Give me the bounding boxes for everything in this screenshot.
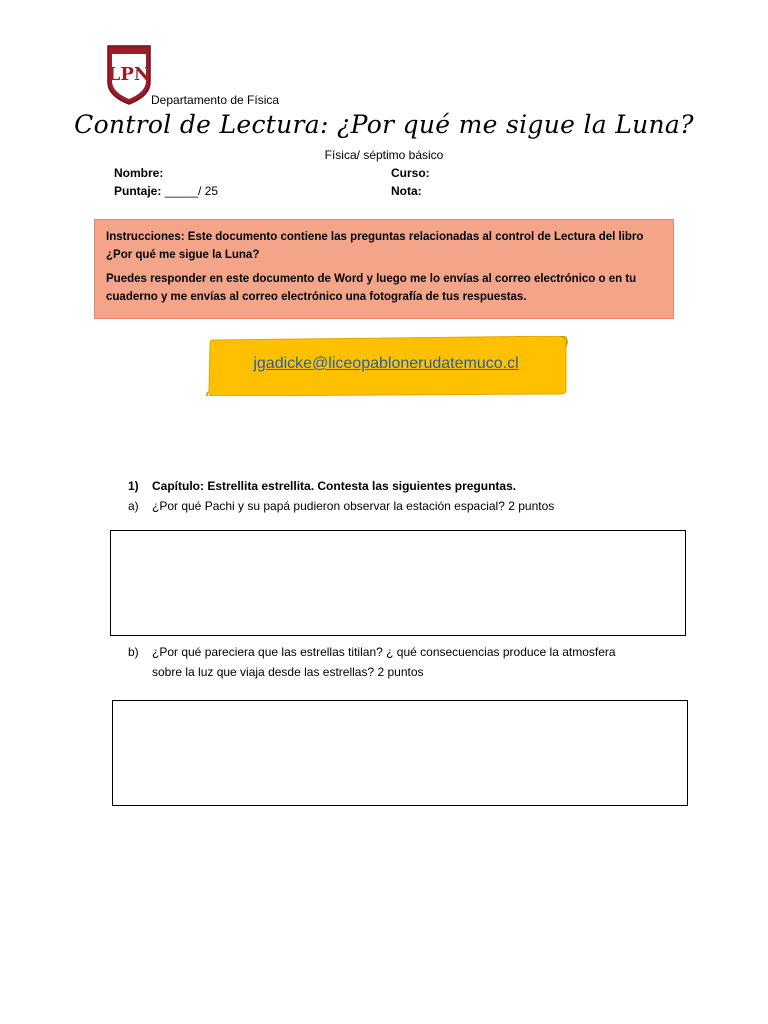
subject-line: Física/ séptimo básico [324,148,444,162]
curso-label: Curso: [391,166,430,180]
section-1-heading [128,476,516,496]
instructions-box [94,219,674,319]
question-b-text-line2: sobre la luz que viaja desde las estrellas? 2 puntos [152,665,424,679]
puntaje-label: Puntaje: [114,184,162,198]
instructions-paragraph-2: Puedes responder en este documento de Word y luego me lo envías al correo electrónico o en tu cuaderno y me envías al correo electrónico una fotografía de tus respuestas. [106,273,637,303]
nota-label: Nota: [391,184,422,198]
puntaje-value: _____/ 25 [164,184,219,198]
department-name: Departamento de Física [151,93,280,107]
question-a [128,496,554,516]
email-link[interactable]: jgadicke@liceopablonerudatemuco.cl [253,355,519,372]
answer-box-a[interactable] [110,530,686,636]
instructions-paragraph-1: Instrucciones: Este documento contiene las preguntas relacionadas al control de Lectura del libro ¿Por qué me sigue la Luna? [106,231,644,261]
question-b [128,642,616,682]
section-text: Capítulo: Estrellita estrellita. Contesta las siguientes preguntas. [152,479,517,493]
logo-text: LPN [107,64,151,85]
section-number: 1) [128,479,139,493]
question-a-letter: a) [128,499,139,513]
school-shield-logo-icon [106,44,152,106]
puntaje-field [114,184,218,198]
nombre-label: Nombre: [114,166,164,180]
question-b-text-line1: ¿Por qué pareciera que las estrellas titilan? ¿ qué consecuencias produce la atmosfera [152,645,616,659]
page-title: Control de Lectura: ¿Por qué me sigue la Luna? [74,110,694,139]
answer-box-b[interactable] [112,700,688,806]
question-a-text: ¿Por qué Pachi y su papá pudieron observar la estación espacial? 2 puntos [152,499,555,513]
question-b-letter: b) [128,645,139,659]
